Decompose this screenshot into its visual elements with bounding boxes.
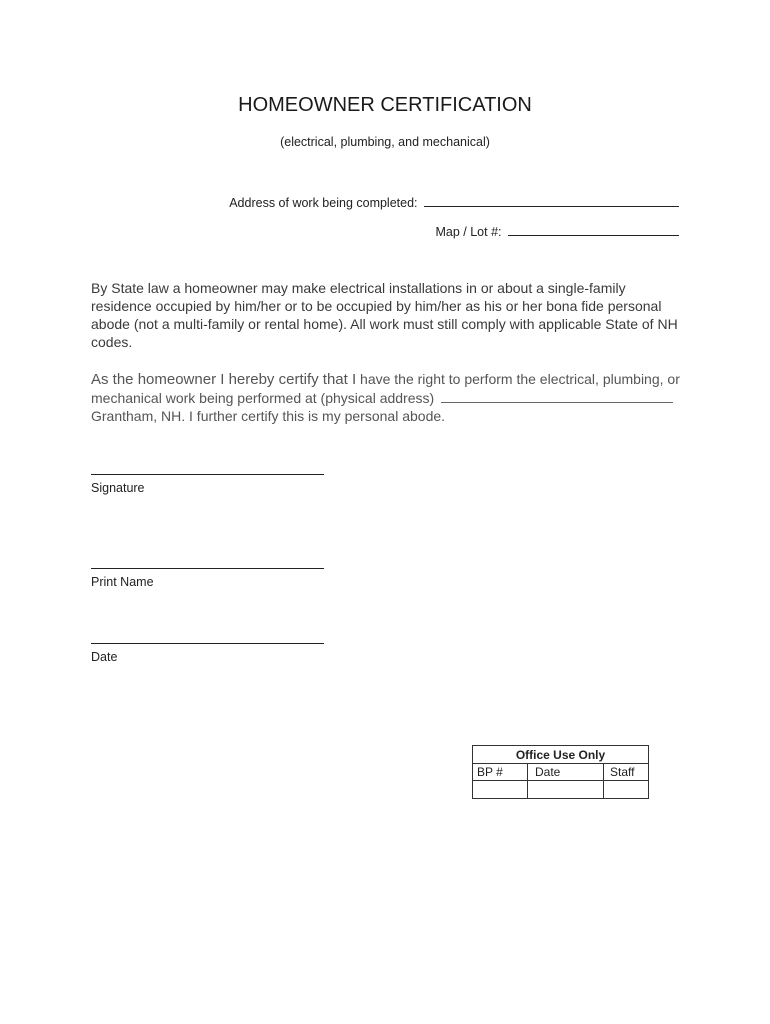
print-name-line[interactable] — [91, 568, 324, 569]
physical-address-blank[interactable] — [441, 390, 673, 403]
address-field — [229, 194, 679, 210]
state-law-paragraph: By State law a homeowner may make electrical installations in or about a single-family residence occupied by him/her or to be occupied by him/her as his or her bona fide personal abode (not a multi-family or rental home). All work must still comply with applicable State of NH codes. — [91, 280, 678, 350]
certification-end: Grantham, NH. I further certify this is my personal abode. — [91, 408, 446, 424]
staff-cell[interactable] — [604, 781, 649, 799]
print-name-label: Print Name — [91, 575, 154, 589]
address-blank[interactable] — [424, 194, 679, 207]
address-label: Address of work being completed: — [229, 196, 418, 210]
office-date-header: Date — [528, 764, 604, 781]
date-line[interactable] — [91, 643, 324, 644]
date-label: Date — [91, 650, 118, 664]
certification-lead: As the homeowner I hereby certify that I — [91, 371, 357, 388]
office-date-cell[interactable] — [528, 781, 604, 799]
certification-paragraph — [91, 370, 681, 425]
document-subtitle: (electrical, plumbing, and mechanical) — [280, 135, 490, 149]
document-title: HOMEOWNER CERTIFICATION — [238, 94, 532, 116]
signature-line[interactable] — [91, 474, 324, 475]
office-use-header: Office Use Only — [473, 746, 649, 764]
map-lot-blank[interactable] — [508, 223, 679, 236]
staff-header: Staff — [604, 764, 649, 781]
map-lot-label: Map / Lot #: — [435, 225, 502, 239]
map-lot-field — [436, 223, 680, 239]
signature-label: Signature — [91, 481, 145, 495]
bp-number-cell[interactable] — [473, 781, 528, 799]
certification-middle: have the right to perform the electrical, plumbing, or mechanical work being performed at (physical address) — [91, 371, 680, 406]
office-use-table — [472, 745, 649, 799]
bp-number-header: BP # — [473, 764, 528, 781]
